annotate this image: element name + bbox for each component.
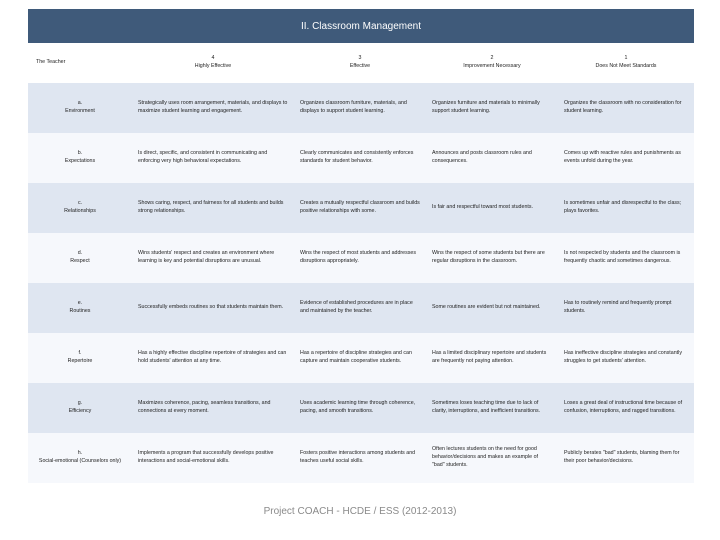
row-label [28,383,132,433]
level-number: 4 [211,55,215,62]
row-letter: g. [77,400,83,407]
rubric-cell: Organizes furniture and materials to minimally support student learning. [426,83,558,133]
rubric-cell: Creates a mutually respectful classroom and builds positive relationships with some. [294,183,426,233]
level-number: 1 [624,55,628,62]
rubric-cell: Has a limited disciplinary repertoire and students are frequently not paying attention. [426,333,558,383]
rubric-cell: Uses academic learning time through coherence, pacing, and smooth transitions. [294,383,426,433]
rubric-cell: Evidence of established procedures are in place and maintained by the teacher. [294,283,426,333]
row-letter: b. [77,150,83,157]
rubric-title: II. Classroom Management [28,9,694,43]
row-name: Social-emotional (Counselors only) [38,458,122,464]
row-name: Respect [70,258,90,264]
rubric-cell: Organizes the classroom with no consideration for student learning. [558,83,694,133]
footer-text: Project COACH - HCDE / ESS (2012-2013) [263,506,457,517]
row-label [28,283,132,333]
rubric-cell: Some routines are evident but not maintained. [426,283,558,333]
level-name: Does Not Meet Standards [595,63,657,69]
rubric-cell: Is not respected by students and the classroom is frequently chaotic and sometimes dangerous. [558,233,694,283]
rubric-cell: Implements a program that successfully develops positive interactions and social-emotional skills. [132,433,294,483]
rubric-header-row [28,43,694,83]
rubric-cell: Clearly communicates and consistently enforces standards for student behavior. [294,133,426,183]
level-number: 3 [358,55,362,62]
rubric-cell: Wins the respect of some students but there are regular disruptions in the classroom. [426,233,558,283]
row-name: Environment [65,108,95,114]
row-letter: a. [77,100,83,107]
row-label [28,133,132,183]
row-letter: c. [77,200,83,207]
row-label [28,333,132,383]
rubric-cell: Is direct, specific, and consistent in communicating and enforcing very high behavioral expectations. [132,133,294,183]
rubric-row-routines [28,283,694,333]
row-name: Routines [69,308,91,314]
rubric-row-social-emotional [28,433,694,483]
header-teacher: The Teacher [28,43,132,83]
row-label [28,433,132,483]
header-level-2 [426,43,558,83]
rubric-row-relationships [28,183,694,233]
rubric-cell: Is sometimes unfair and disrespectful to the class; plays favorites. [558,183,694,233]
rubric-cell: Wins students' respect and creates an environment where learning is key and potential disruptions are unusual. [132,233,294,283]
rubric-cell: Maximizes coherence, pacing, seamless transitions, and connections at every moment. [132,383,294,433]
rubric-cell: Successfully embeds routines so that students maintain them. [132,283,294,333]
level-name: Improvement Necessary [463,63,521,69]
rubric-cell: Publicly berates "bad" students, blaming them for their poor behavior/decisions. [558,433,694,483]
rubric-cell: Sometimes loses teaching time due to lack of clarity, interruptions, and inefficient transitions. [426,383,558,433]
row-label [28,183,132,233]
rubric-cell: Shows caring, respect, and fairness for all students and builds strong relationships. [132,183,294,233]
row-name: Expectations [64,158,96,164]
rubric-cell: Has ineffective discipline strategies and constantly struggles to get students' attention. [558,333,694,383]
row-letter: e. [77,300,83,307]
level-name: Effective [349,63,371,69]
rubric-cell: Comes up with reactive rules and punishments as events unfold during the year. [558,133,694,183]
rubric-cell: Announces and posts classroom rules and consequences. [426,133,558,183]
row-name: Relationships [64,208,96,214]
rubric-frame [28,9,694,530]
row-letter: h. [77,450,83,457]
rubric-cell: Often lectures students on the need for good behavior/decisions and makes an example of "bad" students. [426,433,558,483]
row-name: Efficiency [68,408,92,414]
rubric-cell: Has to routinely remind and frequently prompt students. [558,283,694,333]
rubric-row-efficiency [28,383,694,433]
rubric-cell: Has a repertoire of discipline strategies and can capture and maintain cooperative students. [294,333,426,383]
header-level-1 [558,43,694,83]
row-label [28,233,132,283]
row-label [28,83,132,133]
rubric-cell: Fosters positive interactions among students and teaches useful social skills. [294,433,426,483]
row-letter: d. [77,250,83,257]
level-name: Highly Effective [194,63,232,69]
row-name: Repertoire [67,358,93,364]
rubric-cell: Wins the respect of most students and addresses disruptions appropriately. [294,233,426,283]
rubric-cell: Strategically uses room arrangement, materials, and displays to maximize student learning and engagement. [132,83,294,133]
rubric-row-respect [28,233,694,283]
rubric-cell: Is fair and respectful toward most students. [426,183,558,233]
rubric-cell: Loses a great deal of instructional time because of confusion, interruptions, and ragged transitions. [558,383,694,433]
row-letter: f. [78,350,82,357]
level-number: 2 [490,55,494,62]
rubric-row-repertoire [28,333,694,383]
header-level-4 [132,43,294,83]
rubric-cell: Has a highly effective discipline repertoire of strategies and can hold students' attention at any time. [132,333,294,383]
rubric-cell: Organizes classroom furniture, materials, and displays to support student learning. [294,83,426,133]
rubric-table [28,43,694,483]
rubric-row-environment [28,83,694,133]
rubric-row-expectations [28,133,694,183]
header-level-3 [294,43,426,83]
